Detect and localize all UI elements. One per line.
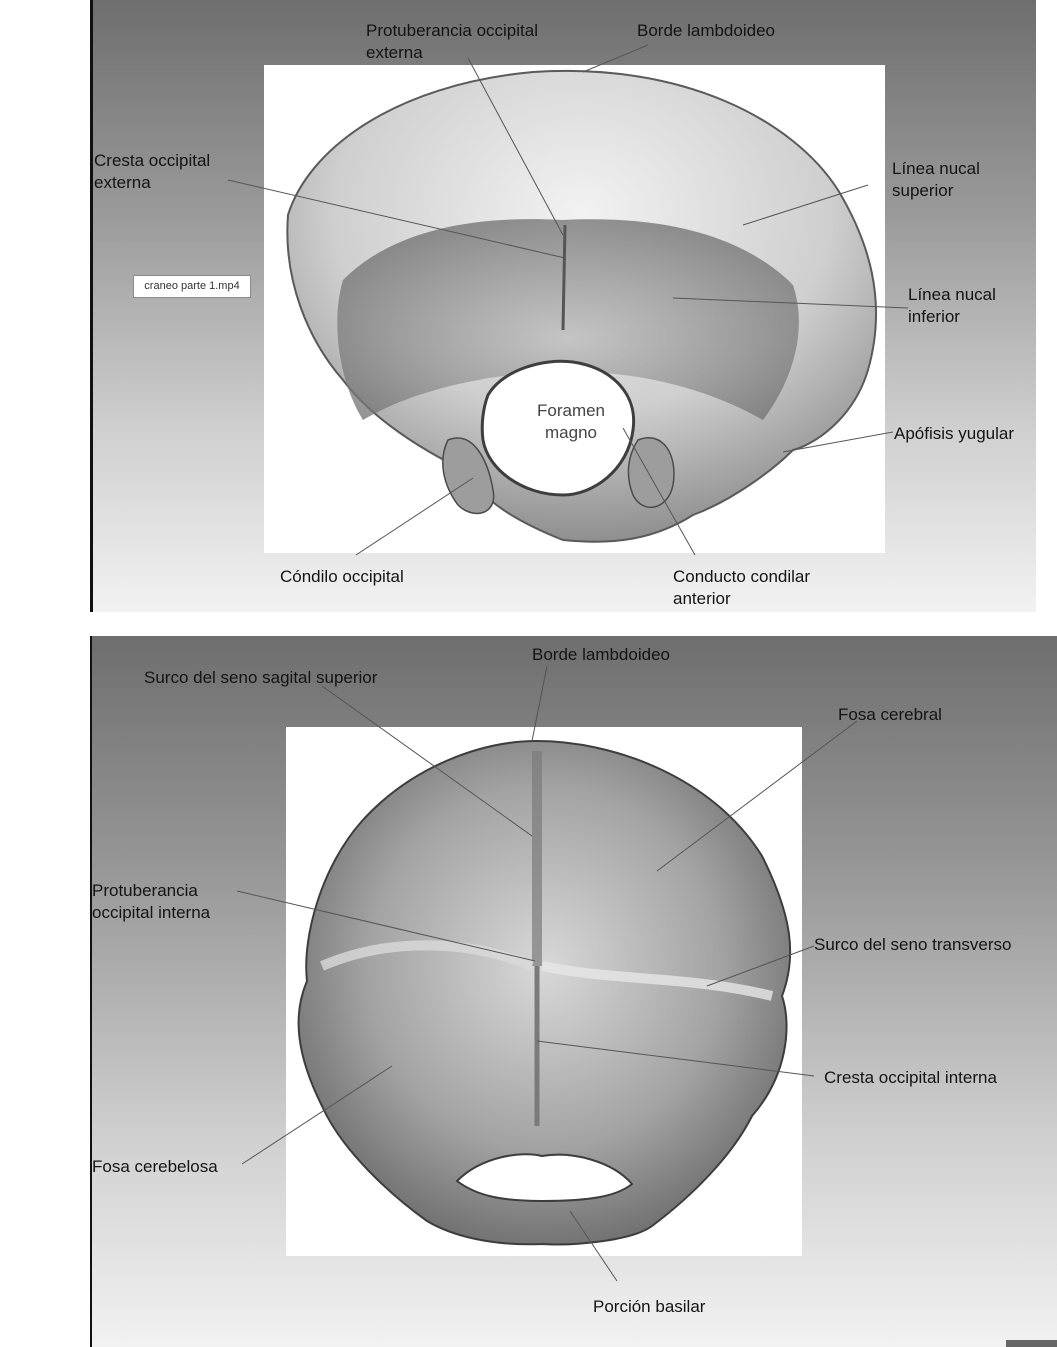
label-fosa-cerebral: Fosa cerebral — [838, 705, 942, 724]
leader-condilo — [356, 478, 473, 555]
label-linea-nucal-superior: Línea nucal superior — [892, 159, 980, 200]
label-protuberancia-externa: Protuberancia occipital externa — [366, 21, 538, 62]
occipital-internal-illustration — [92, 636, 1057, 1347]
leader-borde-2 — [532, 666, 547, 741]
external-crest — [563, 225, 565, 330]
label-fosa-cerebelosa: Fosa cerebelosa — [92, 1157, 218, 1176]
label-apofisis-yugular: Apófisis yugular — [894, 424, 1015, 443]
corner-bar — [1006, 1340, 1057, 1347]
label-porcion-basilar: Porción basilar — [593, 1297, 706, 1316]
label-protuberancia-interna: Protuberancia occipital interna — [92, 881, 211, 922]
label-borde-lambdoideo-2: Borde lambdoideo — [532, 645, 670, 664]
slide-external-view — [90, 0, 1036, 612]
label-linea-nucal-inferior: Línea nucal inferior — [908, 285, 996, 326]
slide-internal-view — [90, 636, 1057, 1347]
label-conducto-condilar: Conducto condilar anterior — [673, 567, 811, 608]
label-cresta-externa: Cresta occipital externa — [94, 151, 211, 192]
video-filename-tag: craneo parte 1.mp4 — [133, 275, 251, 298]
condyle-right — [628, 438, 674, 508]
label-surco-transverso: Surco del seno transverso — [814, 935, 1012, 954]
leader-borde — [583, 45, 648, 72]
occipital-external-illustration — [93, 0, 1036, 612]
label-borde-lambdoideo: Borde lambdoideo — [637, 21, 775, 40]
label-surco-sagital: Surco del seno sagital superior — [144, 668, 378, 687]
label-foramen-magno: Foramen magno — [536, 401, 606, 442]
label-condilo-occipital: Cóndilo occipital — [280, 567, 404, 586]
label-cresta-interna: Cresta occipital interna — [824, 1068, 997, 1087]
